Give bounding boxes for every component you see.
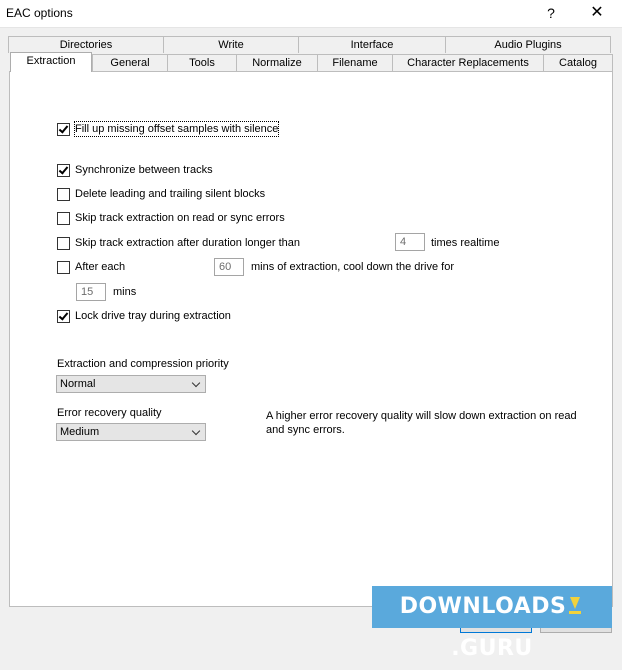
title-bar	[0, 0, 622, 28]
after-each-checkbox[interactable]	[57, 261, 70, 274]
priority-value: Normal	[60, 378, 96, 390]
chevron-down-icon	[192, 427, 200, 435]
delete-silent-label: Delete leading and trailing silent blocks	[75, 188, 266, 200]
skip-errors-option[interactable]	[57, 211, 297, 227]
priority-dropdown[interactable]	[56, 375, 206, 393]
watermark-left-text: DOWNLOADS	[399, 594, 567, 619]
lock-tray-option[interactable]	[57, 309, 237, 325]
tab-character-replacements[interactable]: Character Replacements	[392, 54, 544, 71]
window-title: EAC options	[6, 6, 73, 20]
tab-row-front	[0, 54, 622, 72]
fill-offset-label: Fill up missing offset samples with silence	[75, 123, 279, 135]
skip-duration-checkbox[interactable]	[57, 237, 70, 250]
watermark-right-text: .GURU	[451, 636, 533, 661]
skip-duration-label: Skip track extraction after duration longer than	[75, 237, 301, 249]
skip-errors-label: Skip track extraction on read or sync errors	[75, 212, 285, 224]
tab-extraction[interactable]: Extraction	[10, 52, 92, 72]
tab-catalog[interactable]: Catalog	[543, 54, 613, 71]
sync-tracks-checkbox[interactable]	[57, 164, 70, 177]
recovery-label: Error recovery quality	[57, 407, 162, 419]
tab-normalize[interactable]: Normalize	[236, 54, 318, 71]
tab-directories[interactable]: Directories	[8, 36, 164, 53]
close-icon[interactable]: ✕	[590, 4, 604, 21]
lock-tray-label: Lock drive tray during extraction	[75, 310, 231, 322]
recovery-value: Medium	[60, 426, 100, 438]
recovery-note-line2: and sync errors.	[266, 424, 345, 436]
cool-down-label: mins of extraction, cool down the drive for	[251, 261, 454, 273]
duration-multiplier-input[interactable]: 4	[395, 233, 425, 251]
sync-tracks-label: Synchronize between tracks	[75, 164, 213, 176]
extraction-panel	[9, 71, 613, 607]
lock-tray-checkbox[interactable]	[57, 310, 70, 323]
after-each-label: After each	[75, 261, 126, 273]
fill-offset-option[interactable]	[57, 122, 287, 138]
downloads-guru-watermark	[372, 586, 612, 661]
recovery-dropdown[interactable]	[56, 423, 206, 441]
help-icon[interactable]: ?	[547, 5, 555, 21]
tab-audio-plugins[interactable]: Audio Plugins	[445, 36, 611, 53]
tab-tools[interactable]: Tools	[167, 54, 237, 71]
times-realtime-label: times realtime	[431, 237, 500, 249]
after-each-option[interactable]	[57, 260, 147, 276]
delete-silent-checkbox[interactable]	[57, 188, 70, 201]
tab-general[interactable]: General	[92, 54, 168, 71]
skip-errors-checkbox[interactable]	[57, 212, 70, 225]
tab-interface[interactable]: Interface	[298, 36, 446, 53]
fill-offset-checkbox[interactable]	[57, 123, 70, 136]
recovery-note-line1: A higher error recovery quality will slow down extraction on read	[266, 410, 577, 422]
extraction-minutes-input[interactable]: 60	[214, 258, 244, 276]
chevron-down-icon	[192, 379, 200, 387]
sync-tracks-option[interactable]	[57, 163, 227, 179]
cooldown-mins-label: mins	[113, 286, 137, 298]
delete-silent-option[interactable]	[57, 187, 277, 203]
cooldown-minutes-input[interactable]: 15	[76, 283, 106, 301]
download-arrow-icon	[568, 597, 582, 615]
skip-duration-option[interactable]	[57, 236, 317, 252]
tab-filename[interactable]: Filename	[317, 54, 393, 71]
priority-label: Extraction and compression priority	[57, 358, 229, 370]
tab-write[interactable]: Write	[163, 36, 299, 53]
tab-row-back	[0, 36, 622, 54]
